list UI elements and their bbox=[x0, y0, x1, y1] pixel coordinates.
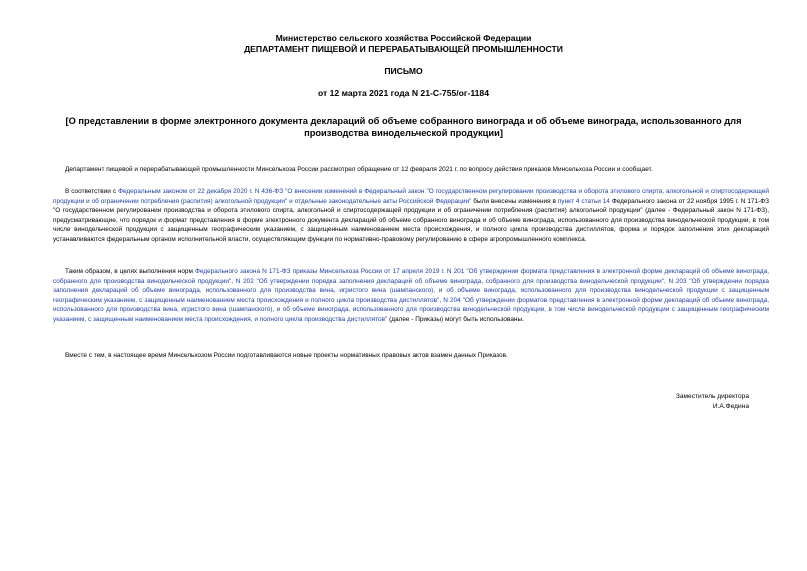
ministry-orders-link[interactable]: приказы Минсельхоза России от 17 апреля 2019 г. N 201 "Об утверждении формата представления в электронной форме деклараций об объеме винограда, собранного для производства винодельческой продукции", N 202 "Об утверждении порядка заполнения деклараций об объеме винограда, собранного для производства винодельческой продукции", N 203 "Об утверждении порядка заполнения деклараций об объеме винограда, использованного для производства вина, игристого вина (шампанского), и об объеме винограда, использованного для производства винодельческой продукции с защищенным географическим указанием, с защищенным наименованием места происхождения и полного цикла производства дистиллятов", N 204 "Об утверждении форматов представления в электронной форме деклараций об объеме винограда, использованного для производства вина, игристого вина (шампанского), и об объеме винограда, использованного для производства винодельческой продукции, в том числе винодельческой продукции с защищенным географическим указанием, с защищенным наименованием места происхождения, и полного цикла производства дистиллятов" bbox=[53, 268, 770, 323]
document-date-number: от 12 марта 2021 года N 21-С-755/ог-1184 bbox=[318, 88, 489, 98]
department-name: ДЕПАРТАМЕНТ ПИЩЕВОЙ И ПЕРЕРАБАТЫВАЮЩЕЙ ПРОМЫШЛЕННОСТИ bbox=[244, 44, 563, 54]
ministry-name: Министерство сельского хозяйства Российской Федерации bbox=[275, 33, 532, 43]
paragraph-1: Департамент пищевой и перерабатывающей промышленности Минсельхоза России рассмотрел обращение от 12 февраля 2021 г. по вопросу действия приказов Минсельхоза России и сообщает. bbox=[65, 166, 653, 173]
document-type: ПИСЬМО bbox=[384, 66, 423, 76]
p3-text-a: Таким образом, в целях выполнения норм bbox=[65, 268, 195, 275]
paragraph-3 bbox=[53, 267, 769, 325]
paragraph-intro bbox=[53, 165, 769, 175]
p2-text-c: Федерального закона от 22 ноября 1995 г. N 171-ФЗ "О государственном регулировании производства и оборота этилового спирта, алкогольной и спиртосодержащей продукции и об ограничении потребления (распития) алкогольной продукции" (далее - Федеральный закон N 171-ФЗ), предусматривающие, что порядок и формат представления в форме электронного документа деклараций об объеме собранного винограда и об объеме винограда, использованного для производства винодельческой продукции, в том числе винодельческой продукции с защищенным географическим указанием, с защищенным наименованием места происхождения, и полного цикла производства дистиллятов, форма и порядок заполнения этих деклараций устанавливаются федеральным органом исполнительной власти, осуществляющим функции по нормативно-правовому регулированию в сфере агропромышленного комплекса. bbox=[53, 197, 769, 243]
p2-text-b: были внесены изменения в bbox=[471, 197, 558, 205]
document-title: [О представлении в форме электронного документа деклараций об объеме собранного винограда и об объеме винограда, использованного для производства винодельческой продукции] bbox=[65, 116, 742, 138]
signer-position: Заместитель директора bbox=[675, 393, 749, 400]
signature-block bbox=[676, 392, 749, 412]
p2-text-a: В соответствии с bbox=[65, 188, 119, 195]
paragraph-4: Вместе с тем, в настоящее время Минсельхозом России подготавливаются новые проекты нормативных правовых актов взамен данных Приказов. bbox=[65, 352, 508, 359]
paragraph-4-wrap bbox=[53, 351, 769, 361]
article-14-link[interactable]: пункт 4 статьи 14 bbox=[557, 197, 610, 205]
paragraph-2 bbox=[53, 187, 769, 245]
signer-name: И.А.Федина bbox=[712, 403, 749, 410]
federal-law-436-link[interactable]: Федеральным законом от 22 декабря 2020 г. N 436-ФЗ "О внесении изменений в Федеральный закон "О государственном регулировании производства и оборота этилового спирта, алкогольной и спиртосодержащей продукции и об ограничении потребления (распития) алкогольной продукции" и отдельные законодательные акты Российской Федерации" bbox=[53, 188, 769, 205]
p3-text-c: (далее - Приказы) могут быть использованы. bbox=[387, 315, 524, 323]
federal-law-171-link[interactable]: Федерального закона N 171-ФЗ bbox=[194, 268, 291, 275]
